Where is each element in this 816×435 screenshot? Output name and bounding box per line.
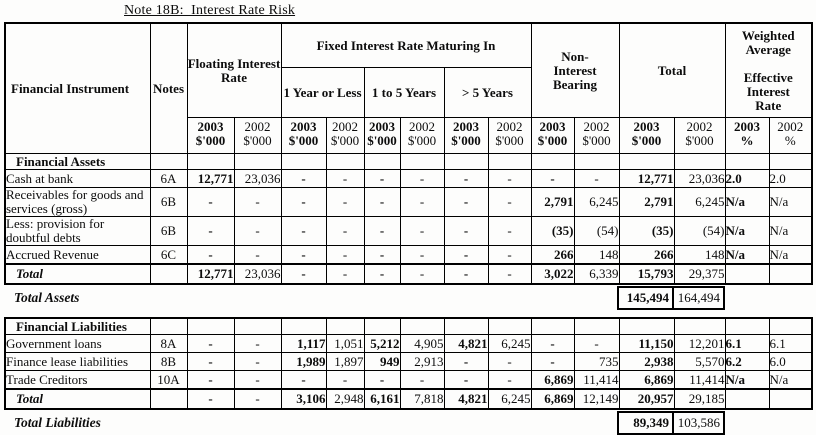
value-cell: - bbox=[531, 335, 574, 353]
value-cell: 6,245 bbox=[674, 188, 725, 217]
table-row bbox=[5, 371, 812, 390]
value-cell: - bbox=[187, 246, 234, 265]
value-cell: - bbox=[444, 217, 488, 246]
value-cell bbox=[364, 318, 400, 335]
note-reference: 6C bbox=[150, 246, 187, 265]
value-cell: - bbox=[234, 389, 281, 409]
value-cell: N/a bbox=[769, 371, 812, 390]
value-cell bbox=[234, 154, 281, 170]
value-cell: (54) bbox=[674, 217, 725, 246]
value-cell bbox=[725, 389, 769, 409]
year-unit-header: 2003 $'000 bbox=[281, 118, 326, 154]
value-cell: 1,897 bbox=[326, 353, 364, 371]
value-cell: - bbox=[234, 188, 281, 217]
value-cell: 2,791 bbox=[531, 188, 574, 217]
value-cell: 4,821 bbox=[444, 335, 488, 353]
value-cell: 2,938 bbox=[619, 353, 674, 371]
year-unit-header: 2003 $'000 bbox=[187, 118, 234, 154]
note-reference: 6A bbox=[150, 170, 187, 188]
value-cell: (35) bbox=[619, 217, 674, 246]
value-cell: - bbox=[444, 371, 488, 390]
total-liabilities-row bbox=[4, 411, 811, 435]
value-cell bbox=[574, 318, 619, 335]
row-label: Financial Assets bbox=[5, 154, 150, 170]
row-label: Financial Liabilities bbox=[5, 318, 150, 335]
total-assets-2002: 164,494 bbox=[673, 287, 724, 309]
total-row bbox=[5, 389, 812, 409]
value-cell: - bbox=[326, 371, 364, 390]
value-cell bbox=[769, 264, 812, 284]
value-cell: - bbox=[187, 217, 234, 246]
value-cell: 1,117 bbox=[281, 335, 326, 353]
value-cell bbox=[281, 318, 326, 335]
row-label: Total bbox=[5, 264, 150, 284]
spacer bbox=[724, 412, 811, 434]
year-unit-header: 2002 $'000 bbox=[488, 118, 531, 154]
value-cell: - bbox=[400, 217, 444, 246]
table-row bbox=[5, 246, 812, 265]
value-cell: - bbox=[444, 188, 488, 217]
value-cell: - bbox=[281, 170, 326, 188]
value-cell: - bbox=[531, 353, 574, 371]
total-assets-label: Total Assets bbox=[14, 290, 80, 305]
value-cell: - bbox=[187, 371, 234, 390]
value-cell bbox=[531, 318, 574, 335]
value-cell: 20,957 bbox=[619, 389, 674, 409]
value-cell: 2,948 bbox=[326, 389, 364, 409]
spacer bbox=[724, 287, 811, 309]
value-cell: 2,791 bbox=[619, 188, 674, 217]
value-cell: N/a bbox=[725, 246, 769, 265]
value-cell bbox=[531, 154, 574, 170]
value-cell: - bbox=[574, 170, 619, 188]
value-cell: 949 bbox=[364, 353, 400, 371]
value-cell: - bbox=[531, 170, 574, 188]
col-header-1-year-or-less: 1 Year or Less bbox=[281, 68, 364, 118]
value-cell: 266 bbox=[619, 246, 674, 265]
note-reference: 6B bbox=[150, 188, 187, 217]
value-cell: - bbox=[488, 217, 531, 246]
value-cell: 6,161 bbox=[364, 389, 400, 409]
value-cell: 148 bbox=[574, 246, 619, 265]
value-cell: 23,036 bbox=[234, 264, 281, 284]
value-cell: - bbox=[326, 264, 364, 284]
col-header-fixed-rate-group: Fixed Interest Rate Maturing In bbox=[281, 23, 531, 68]
value-cell bbox=[769, 389, 812, 409]
note-reference: 10A bbox=[150, 371, 187, 390]
value-cell: - bbox=[400, 188, 444, 217]
note-reference bbox=[150, 318, 187, 335]
year-unit-header: 2003 $'000 bbox=[619, 118, 674, 154]
value-cell: - bbox=[444, 264, 488, 284]
value-cell: (35) bbox=[531, 217, 574, 246]
year-unit-header: 2002 $'000 bbox=[234, 118, 281, 154]
value-cell bbox=[400, 318, 444, 335]
value-cell: 6.0 bbox=[769, 353, 812, 371]
value-cell bbox=[674, 318, 725, 335]
value-cell: 29,375 bbox=[674, 264, 725, 284]
note-reference bbox=[150, 264, 187, 284]
value-cell: - bbox=[444, 246, 488, 265]
col-header-floating-rate bbox=[187, 23, 281, 118]
value-cell bbox=[725, 318, 769, 335]
year-unit-header: 2002 $'000 bbox=[326, 118, 364, 154]
year-unit-header: 2002 $'000 bbox=[574, 118, 619, 154]
value-cell: - bbox=[488, 353, 531, 371]
value-cell: - bbox=[281, 371, 326, 390]
value-cell: N/a bbox=[769, 246, 812, 265]
value-cell: N/a bbox=[725, 371, 769, 390]
value-cell: 23,036 bbox=[674, 170, 725, 188]
year-unit-header: 2002 $'000 bbox=[674, 118, 725, 154]
value-cell: 4,821 bbox=[444, 389, 488, 409]
value-cell: 6,339 bbox=[574, 264, 619, 284]
value-cell: 3,106 bbox=[281, 389, 326, 409]
value-cell bbox=[187, 154, 234, 170]
value-cell: 5,570 bbox=[674, 353, 725, 371]
value-cell: N/a bbox=[725, 217, 769, 246]
value-cell: - bbox=[364, 246, 400, 265]
total-liabilities-2003: 89,349 bbox=[618, 412, 673, 434]
non-interest-bearing-label: Non-Interest Bearing bbox=[552, 48, 598, 92]
value-cell bbox=[574, 154, 619, 170]
value-cell: 12,201 bbox=[674, 335, 725, 353]
value-cell: - bbox=[444, 170, 488, 188]
value-cell bbox=[234, 318, 281, 335]
value-cell: 6,245 bbox=[488, 335, 531, 353]
value-cell: - bbox=[400, 264, 444, 284]
col-header-over-5-years: > 5 Years bbox=[444, 68, 531, 118]
value-cell: N/a bbox=[769, 217, 812, 246]
value-cell bbox=[444, 154, 488, 170]
value-cell bbox=[769, 318, 812, 335]
value-cell: N/a bbox=[725, 188, 769, 217]
value-cell: 4,905 bbox=[400, 335, 444, 353]
value-cell: 11,414 bbox=[674, 371, 725, 390]
total-liabilities-2002: 103,586 bbox=[673, 412, 724, 434]
value-cell bbox=[326, 318, 364, 335]
value-cell: 1,989 bbox=[281, 353, 326, 371]
value-cell: 11,150 bbox=[619, 335, 674, 353]
value-cell: 735 bbox=[574, 353, 619, 371]
year-unit-header: 2003 $'000 bbox=[364, 118, 400, 154]
value-cell: 6,245 bbox=[574, 188, 619, 217]
weighted-average-label: Weighted Average bbox=[741, 27, 795, 57]
value-cell bbox=[488, 154, 531, 170]
value-cell: - bbox=[281, 188, 326, 217]
row-label: Finance lease liabilities bbox=[5, 353, 150, 371]
value-cell: 6.1 bbox=[769, 335, 812, 353]
total-assets-row bbox=[4, 286, 811, 310]
row-label: Total bbox=[5, 389, 150, 409]
note-reference: 8B bbox=[150, 353, 187, 371]
value-cell: 6.2 bbox=[725, 353, 769, 371]
year-unit-header: 2003 % bbox=[725, 118, 769, 154]
table-row bbox=[5, 335, 812, 353]
spacer bbox=[186, 287, 618, 309]
table-gap bbox=[0, 310, 816, 317]
value-cell bbox=[444, 318, 488, 335]
value-cell bbox=[364, 154, 400, 170]
value-cell: - bbox=[187, 188, 234, 217]
value-cell: 12,771 bbox=[187, 170, 234, 188]
value-cell: - bbox=[326, 170, 364, 188]
liabilities-table bbox=[4, 317, 813, 410]
year-unit-header: 2003 $'000 bbox=[531, 118, 574, 154]
value-cell: 6,869 bbox=[531, 371, 574, 390]
value-cell: - bbox=[400, 371, 444, 390]
value-cell: 2.0 bbox=[725, 170, 769, 188]
value-cell: - bbox=[400, 170, 444, 188]
value-cell bbox=[488, 318, 531, 335]
row-label: Receivables for goods and services (gross) bbox=[5, 188, 150, 217]
value-cell bbox=[725, 264, 769, 284]
total-row bbox=[5, 264, 812, 284]
value-cell: 15,793 bbox=[619, 264, 674, 284]
col-header-non-interest-bearing bbox=[531, 23, 619, 118]
value-cell: 6,245 bbox=[488, 389, 531, 409]
value-cell: - bbox=[364, 264, 400, 284]
col-header-1-to-5-years: 1 to 5 Years bbox=[364, 68, 444, 118]
value-cell: 23,036 bbox=[234, 170, 281, 188]
value-cell: - bbox=[488, 264, 531, 284]
table-row bbox=[5, 353, 812, 371]
floating-rate-label: Floating Interest Rate bbox=[187, 55, 281, 85]
value-cell: - bbox=[234, 353, 281, 371]
value-cell: - bbox=[187, 335, 234, 353]
value-cell: - bbox=[234, 371, 281, 390]
col-header-notes: Notes bbox=[150, 23, 187, 154]
value-cell bbox=[725, 154, 769, 170]
note-reference bbox=[150, 389, 187, 409]
value-cell: - bbox=[281, 264, 326, 284]
year-unit-header: 2003 $'000 bbox=[444, 118, 488, 154]
value-cell: 7,818 bbox=[400, 389, 444, 409]
value-cell: - bbox=[326, 188, 364, 217]
effective-interest-rate-label: Effective Interest Rate bbox=[743, 69, 793, 113]
value-cell bbox=[674, 154, 725, 170]
value-cell: 148 bbox=[674, 246, 725, 265]
spacer bbox=[186, 412, 618, 434]
value-cell: 12,149 bbox=[574, 389, 619, 409]
col-header-financial-instrument: Financial Instrument bbox=[5, 23, 150, 154]
value-cell bbox=[326, 154, 364, 170]
value-cell: - bbox=[488, 246, 531, 265]
note-reference: 6B bbox=[150, 217, 187, 246]
year-unit-header: 2002 % bbox=[769, 118, 812, 154]
table-row bbox=[5, 217, 812, 246]
value-cell: - bbox=[326, 217, 364, 246]
value-cell: - bbox=[488, 188, 531, 217]
value-cell bbox=[400, 154, 444, 170]
value-cell: (54) bbox=[574, 217, 619, 246]
value-cell: - bbox=[234, 335, 281, 353]
value-cell: - bbox=[444, 353, 488, 371]
value-cell: 1,051 bbox=[326, 335, 364, 353]
row-label: Accrued Revenue bbox=[5, 246, 150, 265]
table-row bbox=[5, 188, 812, 217]
note-title: Note 18B: Interest Rate Risk bbox=[124, 3, 296, 18]
value-cell bbox=[619, 154, 674, 170]
value-cell: - bbox=[326, 246, 364, 265]
value-cell: 266 bbox=[531, 246, 574, 265]
note-reference bbox=[150, 154, 187, 170]
value-cell: 6,869 bbox=[531, 389, 574, 409]
value-cell: - bbox=[488, 170, 531, 188]
value-cell: - bbox=[400, 246, 444, 265]
value-cell: - bbox=[364, 170, 400, 188]
value-cell: - bbox=[364, 371, 400, 390]
row-label: Less: provision for doubtful debts bbox=[5, 217, 150, 246]
table-row bbox=[5, 170, 812, 188]
col-header-weighted-average bbox=[725, 23, 812, 118]
value-cell: - bbox=[187, 353, 234, 371]
year-unit-header: 2002 $'000 bbox=[400, 118, 444, 154]
value-cell: 11,414 bbox=[574, 371, 619, 390]
assets-table bbox=[4, 22, 813, 285]
value-cell bbox=[281, 154, 326, 170]
value-cell: 29,185 bbox=[674, 389, 725, 409]
value-cell: 6.1 bbox=[725, 335, 769, 353]
total-liabilities-label: Total Liabilities bbox=[14, 415, 101, 430]
value-cell: - bbox=[234, 246, 281, 265]
row-label: Government loans bbox=[5, 335, 150, 353]
value-cell: 6,869 bbox=[619, 371, 674, 390]
row-label: Trade Creditors bbox=[5, 371, 150, 390]
value-cell: - bbox=[488, 371, 531, 390]
row-label: Cash at bank bbox=[5, 170, 150, 188]
col-header-total: Total bbox=[619, 23, 725, 118]
value-cell: - bbox=[234, 217, 281, 246]
value-cell: - bbox=[187, 389, 234, 409]
value-cell: 12,771 bbox=[187, 264, 234, 284]
value-cell: 12,771 bbox=[619, 170, 674, 188]
value-cell: 5,212 bbox=[364, 335, 400, 353]
note-reference: 8A bbox=[150, 335, 187, 353]
value-cell: - bbox=[364, 217, 400, 246]
value-cell: - bbox=[281, 246, 326, 265]
value-cell: N/a bbox=[769, 188, 812, 217]
section-row bbox=[5, 154, 812, 170]
value-cell: 2,913 bbox=[400, 353, 444, 371]
value-cell: 3,022 bbox=[531, 264, 574, 284]
section-row bbox=[5, 318, 812, 335]
value-cell: 2.0 bbox=[769, 170, 812, 188]
total-assets-2003: 145,494 bbox=[618, 287, 673, 309]
header-group-row bbox=[5, 23, 812, 68]
value-cell bbox=[769, 154, 812, 170]
value-cell bbox=[187, 318, 234, 335]
value-cell: - bbox=[281, 217, 326, 246]
value-cell: - bbox=[364, 188, 400, 217]
value-cell: - bbox=[574, 335, 619, 353]
value-cell bbox=[619, 318, 674, 335]
